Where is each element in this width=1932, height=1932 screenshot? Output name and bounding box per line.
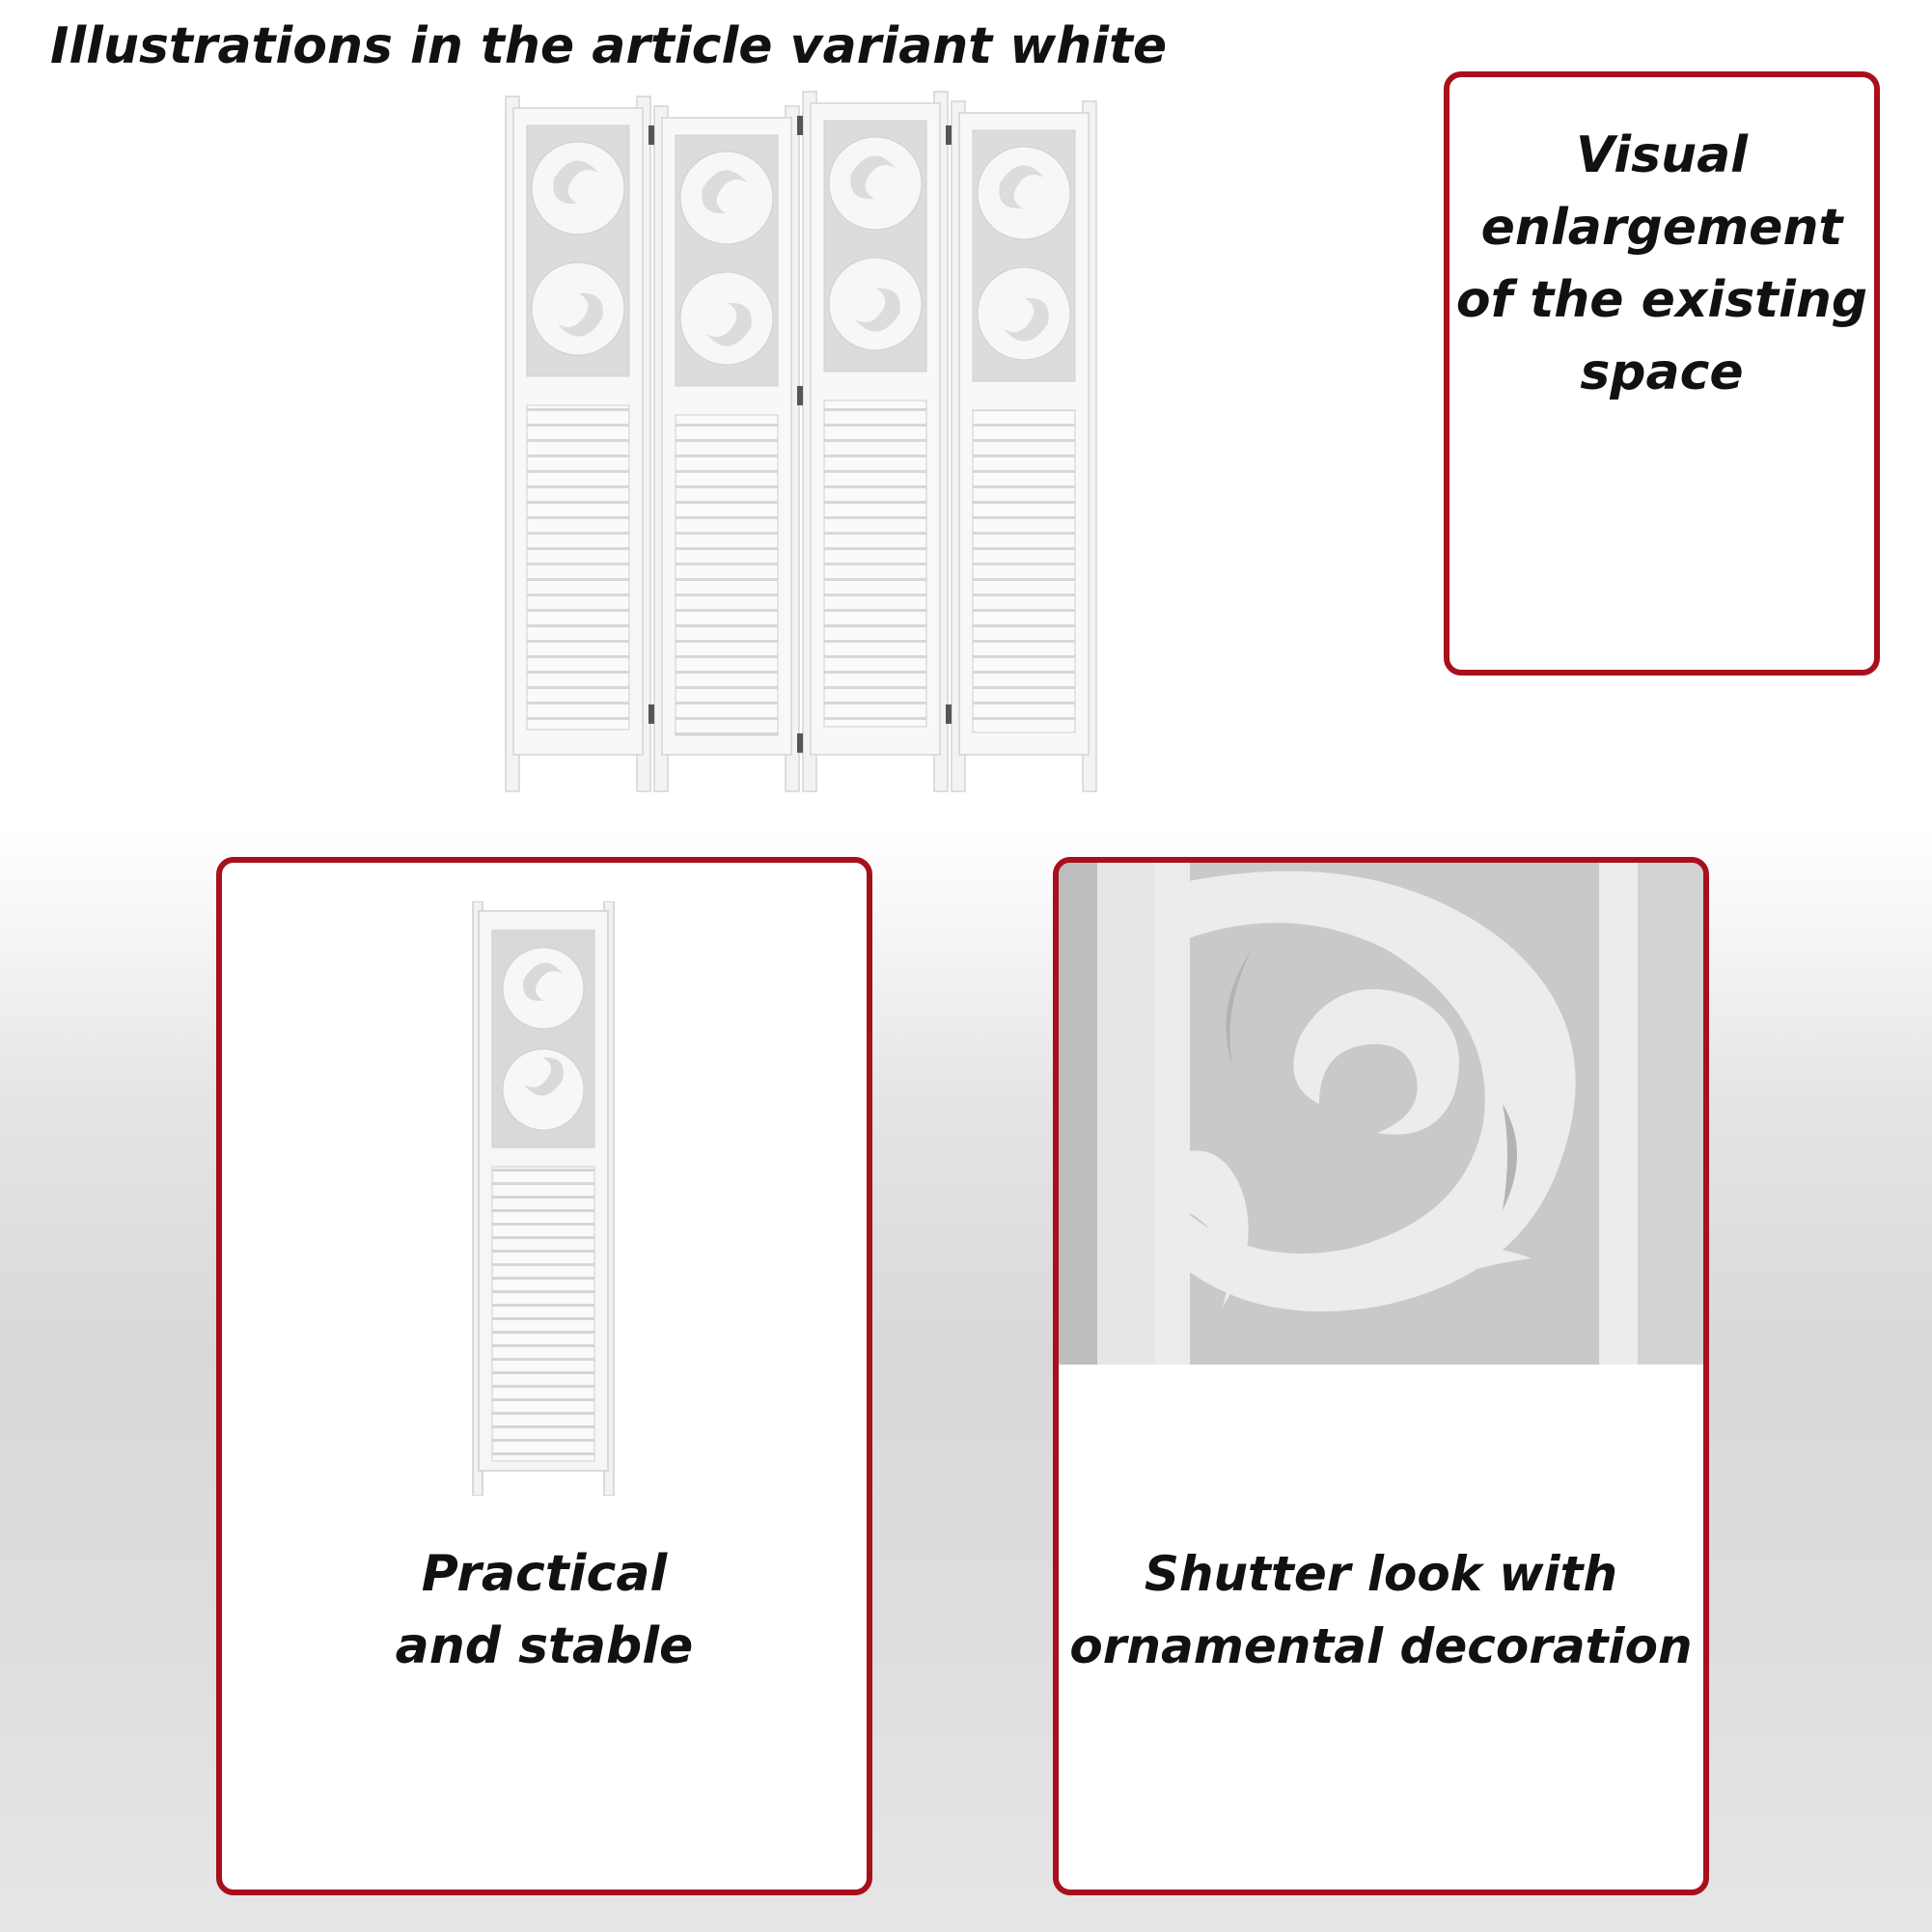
caption-line: enlargement xyxy=(1480,199,1843,257)
enlargement-caption xyxy=(1449,120,1874,409)
caption-line: Practical xyxy=(421,1545,668,1603)
hinge xyxy=(649,125,654,145)
hinge xyxy=(797,386,803,405)
caption-line: of the existing xyxy=(1455,271,1868,329)
caption-line: ornamental decoration xyxy=(1069,1618,1693,1674)
hinge xyxy=(797,116,803,135)
hinge xyxy=(797,733,803,753)
single-panel-image xyxy=(471,901,616,1496)
hinge xyxy=(649,704,654,724)
practical-caption xyxy=(222,1538,867,1683)
feature-card-shutter xyxy=(1053,857,1709,1895)
caption-line: space xyxy=(1580,344,1744,401)
hinge xyxy=(946,125,952,145)
divider-panel xyxy=(803,92,948,791)
divider-panel xyxy=(654,106,799,791)
page-heading: Illustrations in the article variant white xyxy=(50,17,1168,75)
hinge xyxy=(946,704,952,724)
ornament-closeup-image xyxy=(1059,863,1703,1365)
caption-line: and stable xyxy=(395,1617,694,1675)
feature-card-practical xyxy=(216,857,872,1895)
divider-panel xyxy=(506,97,650,791)
shutter-caption xyxy=(1059,1538,1703,1683)
caption-line: Shutter look with xyxy=(1144,1546,1618,1602)
room-divider-image xyxy=(502,87,1110,811)
divider-panel xyxy=(952,101,1096,791)
feature-card-enlargement xyxy=(1444,71,1880,676)
caption-line: Visual xyxy=(1575,126,1749,184)
